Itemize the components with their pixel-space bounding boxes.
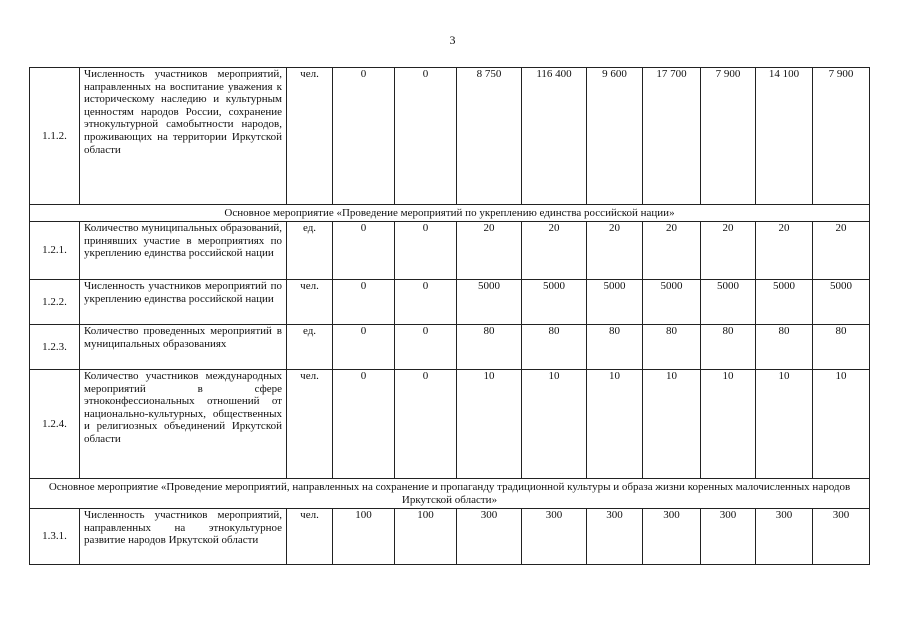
- indicator-code: 1.1.2.: [30, 68, 80, 205]
- indicator-unit: чел.: [287, 280, 333, 325]
- indicator-code: 1.2.2.: [30, 280, 80, 325]
- indicator-unit: чел.: [287, 370, 333, 479]
- indicator-value: 80: [522, 325, 587, 370]
- indicator-code: 1.2.4.: [30, 370, 80, 479]
- indicator-name: Численность участников мероприятий, направленных на воспитание уважения к историческому наследию и культурным ценностям народов России, сохранение этнокультурной самобытности народов, проживающих на территории Иркутской области: [80, 68, 287, 205]
- indicator-value: 100: [395, 509, 457, 565]
- indicator-code: 1.2.3.: [30, 325, 80, 370]
- table-row: [30, 222, 870, 280]
- indicator-value: 300: [457, 509, 522, 565]
- indicator-value: 9 600: [587, 68, 643, 205]
- indicator-value: 20: [587, 222, 643, 280]
- table-row: [30, 68, 870, 205]
- indicator-value: 7 900: [813, 68, 870, 205]
- indicator-value: 7 900: [701, 68, 756, 205]
- indicator-value: 14 100: [756, 68, 813, 205]
- indicator-value: 20: [813, 222, 870, 280]
- indicator-value: 20: [643, 222, 701, 280]
- indicator-value: 5000: [701, 280, 756, 325]
- indicator-value: 5000: [457, 280, 522, 325]
- indicator-value: 20: [701, 222, 756, 280]
- indicators-table: [29, 67, 870, 565]
- indicator-value: 10: [457, 370, 522, 479]
- indicator-value: 300: [756, 509, 813, 565]
- indicator-value: 80: [457, 325, 522, 370]
- indicator-value: 80: [813, 325, 870, 370]
- indicator-value: 0: [395, 68, 457, 205]
- indicator-unit: чел.: [287, 509, 333, 565]
- indicator-name: Количество участников международных мероприятий в сфере этноконфессиональных отношений от национально-культурных, общественных и религиозных объединений Иркутской области: [80, 370, 287, 479]
- section-title: Основное мероприятие «Проведение мероприятий, направленных на сохранение и пропаганду традиционной культуры и образа жизни коренных малочисленных народов Иркутской области»: [30, 479, 870, 509]
- indicator-value: 80: [643, 325, 701, 370]
- indicator-unit: чел.: [287, 68, 333, 205]
- indicator-value: 10: [813, 370, 870, 479]
- indicator-value: 300: [587, 509, 643, 565]
- indicator-value: 100: [333, 509, 395, 565]
- indicator-value: 10: [522, 370, 587, 479]
- indicator-value: 80: [587, 325, 643, 370]
- indicator-unit: ед.: [287, 325, 333, 370]
- indicator-value: 5000: [756, 280, 813, 325]
- indicator-value: 5000: [813, 280, 870, 325]
- indicator-value: 8 750: [457, 68, 522, 205]
- indicator-code: 1.2.1.: [30, 222, 80, 280]
- indicator-value: 300: [701, 509, 756, 565]
- indicator-name: Количество муниципальных образований, принявших участие в мероприятиях по укреплению единства российской нации: [80, 222, 287, 280]
- indicator-value: 0: [333, 222, 395, 280]
- indicator-value: 10: [643, 370, 701, 479]
- indicator-value: 20: [756, 222, 813, 280]
- indicator-value: 0: [333, 370, 395, 479]
- indicator-value: 300: [813, 509, 870, 565]
- indicator-unit: ед.: [287, 222, 333, 280]
- indicator-value: 10: [701, 370, 756, 479]
- indicator-value: 5000: [522, 280, 587, 325]
- indicator-value: 0: [395, 325, 457, 370]
- indicator-value: 300: [522, 509, 587, 565]
- indicator-code: 1.3.1.: [30, 509, 80, 565]
- indicator-value: 0: [395, 280, 457, 325]
- indicator-value: 0: [333, 325, 395, 370]
- indicator-value: 20: [457, 222, 522, 280]
- indicator-value: 10: [587, 370, 643, 479]
- indicator-value: 80: [701, 325, 756, 370]
- indicator-value: 116 400: [522, 68, 587, 205]
- indicator-value: 0: [333, 68, 395, 205]
- section-title: Основное мероприятие «Проведение мероприятий по укреплению единства российской нации»: [30, 205, 870, 222]
- table-row: [30, 370, 870, 479]
- section-row: [30, 205, 870, 222]
- indicator-name: Численность участников мероприятий по укреплению единства российской нации: [80, 280, 287, 325]
- indicator-value: 5000: [643, 280, 701, 325]
- indicator-value: 0: [333, 280, 395, 325]
- indicator-value: 300: [643, 509, 701, 565]
- indicator-value: 0: [395, 222, 457, 280]
- page-number: 3: [449, 33, 456, 47]
- indicator-name: Численность участников мероприятий, направленных на этнокультурное развитие народов Иркутской области: [80, 509, 287, 565]
- indicator-value: 0: [395, 370, 457, 479]
- indicator-value: 17 700: [643, 68, 701, 205]
- table-row: [30, 325, 870, 370]
- table-row: [30, 280, 870, 325]
- indicator-value: 80: [756, 325, 813, 370]
- indicator-name: Количество проведенных мероприятий в муниципальных образованиях: [80, 325, 287, 370]
- table-row: [30, 509, 870, 565]
- indicator-value: 5000: [587, 280, 643, 325]
- indicator-value: 20: [522, 222, 587, 280]
- section-row: [30, 479, 870, 509]
- indicator-value: 10: [756, 370, 813, 479]
